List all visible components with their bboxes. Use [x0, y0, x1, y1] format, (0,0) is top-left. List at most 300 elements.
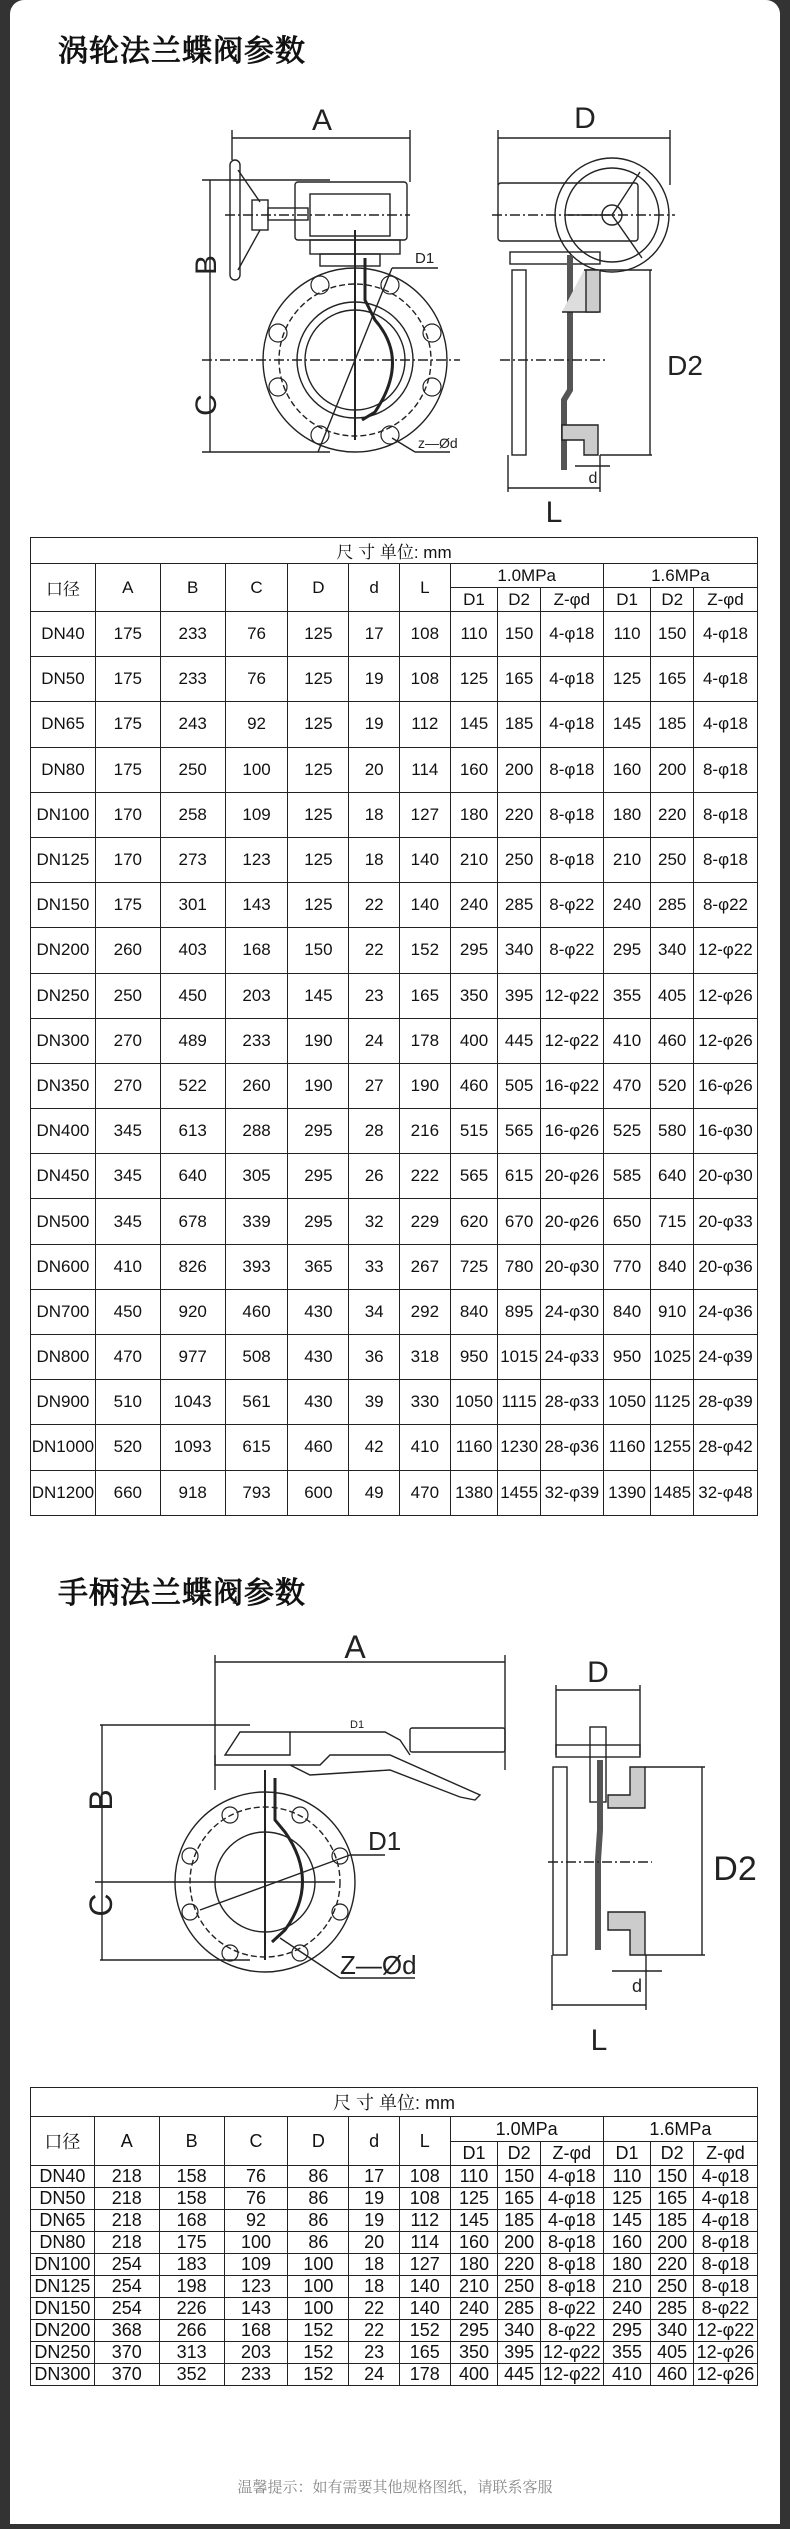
value-cell: 1455	[498, 1470, 541, 1515]
table-row	[31, 2342, 758, 2364]
value-cell: 4-φ18	[540, 657, 603, 702]
table-row	[31, 657, 758, 702]
size-cell: DN1200	[31, 1470, 96, 1515]
value-cell: 1093	[160, 1425, 225, 1470]
size-cell: DN500	[31, 1199, 96, 1244]
value-cell: 295	[288, 1154, 349, 1199]
value-cell: 125	[288, 792, 349, 837]
value-cell: 460	[651, 2364, 694, 2386]
value-cell: 270	[95, 1018, 160, 1063]
value-cell: 110	[450, 612, 498, 657]
value-cell: 12-φ22	[693, 2320, 757, 2342]
size-cell: DN250	[31, 973, 96, 1018]
value-cell: 168	[224, 2320, 288, 2342]
value-cell: 26	[349, 1154, 400, 1199]
value-cell: 12-φ22	[540, 2342, 603, 2364]
value-cell: 183	[159, 2254, 224, 2276]
value-cell: 715	[651, 1199, 694, 1244]
value-cell: 22	[349, 2298, 400, 2320]
size-cell: DN40	[31, 2166, 95, 2188]
col-header-size: 口径	[31, 564, 96, 612]
table-row	[31, 1199, 758, 1244]
value-cell: 27	[349, 1063, 400, 1108]
sub-header-Z-d: Z-φd	[540, 2142, 603, 2166]
value-cell: 114	[400, 747, 451, 792]
value-cell: 28-φ36	[540, 1425, 603, 1470]
value-cell: 8-φ18	[540, 2276, 603, 2298]
value-cell: 92	[225, 702, 288, 747]
page-sheet	[10, 0, 780, 2524]
value-cell: 1115	[498, 1380, 541, 1425]
dim-label-d: d	[631, 1976, 643, 1996]
value-cell: 140	[399, 2276, 450, 2298]
value-cell: 918	[160, 1470, 225, 1515]
value-cell: 1125	[651, 1380, 694, 1425]
value-cell: 175	[95, 747, 160, 792]
value-cell: 218	[94, 2188, 159, 2210]
value-cell: 220	[498, 2254, 541, 2276]
value-cell: 125	[288, 612, 349, 657]
dim-label-zd: Z—Ød	[340, 1950, 417, 1980]
section-title-worm-gear: 涡轮法兰蝶阀参数	[58, 34, 306, 69]
dim-label-D: D	[587, 1656, 609, 1689]
dim-label-D2: D2	[667, 350, 703, 381]
value-cell: 895	[498, 1289, 541, 1334]
value-cell: 185	[651, 2210, 694, 2232]
value-cell: 150	[651, 612, 694, 657]
table-row	[31, 2298, 758, 2320]
value-cell: 108	[399, 2166, 450, 2188]
sub-header-D1: D1	[450, 2142, 498, 2166]
value-cell: 12-φ26	[693, 2364, 757, 2386]
table-row	[31, 747, 758, 792]
value-cell: 22	[349, 928, 400, 973]
dim-label-A: A	[311, 104, 333, 137]
size-cell: DN300	[31, 2364, 95, 2386]
size-cell: DN125	[31, 837, 96, 882]
value-cell: 330	[400, 1380, 451, 1425]
value-cell: 19	[349, 657, 400, 702]
col-header-A: A	[94, 2117, 159, 2166]
handle-table-body	[31, 2166, 758, 2386]
dim-label-D1: D1	[415, 250, 435, 267]
value-cell: 365	[288, 1244, 349, 1289]
value-cell: 580	[651, 1109, 694, 1154]
value-cell: 395	[498, 2342, 541, 2364]
value-cell: 165	[498, 657, 541, 702]
value-cell: 16-φ30	[693, 1109, 757, 1154]
value-cell: 340	[498, 2320, 541, 2342]
value-cell: 12-φ22	[540, 1018, 603, 1063]
value-cell: 445	[498, 1018, 541, 1063]
value-cell: 1050	[603, 1380, 651, 1425]
value-cell: 28	[349, 1109, 400, 1154]
value-cell: 12-φ22	[540, 973, 603, 1018]
value-cell: 430	[288, 1335, 349, 1380]
value-cell: 110	[603, 2166, 651, 2188]
value-cell: 1043	[160, 1380, 225, 1425]
value-cell: 18	[349, 2254, 400, 2276]
value-cell: 8-φ18	[693, 747, 757, 792]
table-row	[31, 1425, 758, 1470]
sub-header-Z-d: Z-φd	[540, 588, 603, 612]
value-cell: 8-φ22	[693, 883, 757, 928]
value-cell: 125	[288, 837, 349, 882]
value-cell: 125	[288, 747, 349, 792]
value-cell: 49	[349, 1470, 400, 1515]
value-cell: 22	[349, 883, 400, 928]
value-cell: 170	[95, 792, 160, 837]
value-cell: 216	[400, 1109, 451, 1154]
value-cell: 470	[603, 1063, 651, 1108]
col-header-A: A	[95, 564, 160, 612]
value-cell: 32-φ39	[540, 1470, 603, 1515]
value-cell: 295	[603, 2320, 651, 2342]
table-row	[31, 2320, 758, 2342]
value-cell: 4-φ18	[540, 2210, 603, 2232]
table-row	[31, 702, 758, 747]
svg-text:B: B	[190, 254, 223, 276]
worm-gear-spec-table	[30, 537, 758, 1516]
value-cell: 180	[450, 2254, 498, 2276]
value-cell: 20-φ33	[693, 1199, 757, 1244]
value-cell: 1230	[498, 1425, 541, 1470]
value-cell: 910	[651, 1289, 694, 1334]
value-cell: 150	[651, 2166, 694, 2188]
value-cell: 4-φ18	[693, 2188, 757, 2210]
col-header-L: L	[400, 564, 451, 612]
value-cell: 250	[651, 2276, 694, 2298]
value-cell: 222	[400, 1154, 451, 1199]
value-cell: 295	[450, 2320, 498, 2342]
value-cell: 203	[225, 973, 288, 1018]
col-header-d: d	[349, 2117, 400, 2166]
value-cell: 561	[225, 1380, 288, 1425]
value-cell: 950	[603, 1335, 651, 1380]
value-cell: 295	[288, 1199, 349, 1244]
value-cell: 100	[288, 2254, 349, 2276]
value-cell: 405	[651, 2342, 694, 2364]
value-cell: 8-φ22	[540, 2320, 603, 2342]
value-cell: 150	[498, 2166, 541, 2188]
value-cell: 340	[498, 928, 541, 973]
value-cell: 460	[225, 1289, 288, 1334]
value-cell: 295	[603, 928, 651, 973]
size-cell: DN150	[31, 883, 96, 928]
table-row	[31, 973, 758, 1018]
value-cell: 145	[450, 702, 498, 747]
value-cell: 920	[160, 1289, 225, 1334]
value-cell: 185	[498, 702, 541, 747]
value-cell: 100	[288, 2276, 349, 2298]
value-cell: 19	[349, 2188, 400, 2210]
value-cell: 17	[349, 2166, 400, 2188]
value-cell: 370	[94, 2364, 159, 2386]
value-cell: 240	[450, 883, 498, 928]
value-cell: 175	[95, 657, 160, 702]
value-cell: 1255	[651, 1425, 694, 1470]
value-cell: 615	[498, 1154, 541, 1199]
value-cell: 4-φ18	[540, 2166, 603, 2188]
dim-label-A: A	[344, 1629, 366, 1665]
table-row	[31, 1244, 758, 1289]
value-cell: 620	[450, 1199, 498, 1244]
value-cell: 285	[651, 2298, 694, 2320]
value-cell: 240	[603, 2298, 651, 2320]
value-cell: 4-φ18	[693, 2166, 757, 2188]
sub-header-D2: D2	[498, 588, 541, 612]
value-cell: 19	[349, 702, 400, 747]
value-cell: 258	[160, 792, 225, 837]
value-cell: 39	[349, 1380, 400, 1425]
value-cell: 4-φ18	[540, 2188, 603, 2210]
dim-label-D2: D2	[713, 1850, 757, 1888]
group-header-1.0mpa: 1.0MPa	[450, 564, 603, 588]
worm-gear-valve-front-view-drawing	[170, 90, 480, 510]
value-cell: 226	[159, 2298, 224, 2320]
value-cell: 640	[160, 1154, 225, 1199]
value-cell: 218	[94, 2210, 159, 2232]
value-cell: 110	[603, 612, 651, 657]
value-cell: 180	[450, 792, 498, 837]
value-cell: 36	[349, 1335, 400, 1380]
value-cell: 8-φ18	[693, 2276, 757, 2298]
value-cell: 108	[399, 2188, 450, 2210]
value-cell: 355	[603, 973, 651, 1018]
value-cell: 250	[651, 837, 694, 882]
value-cell: 840	[651, 1244, 694, 1289]
size-cell: DN350	[31, 1063, 96, 1108]
value-cell: 8-φ18	[693, 2232, 757, 2254]
svg-text:C: C	[83, 1893, 119, 1917]
value-cell: 352	[159, 2364, 224, 2386]
value-cell: 660	[95, 1470, 160, 1515]
value-cell: 143	[225, 883, 288, 928]
value-cell: 260	[225, 1063, 288, 1108]
value-cell: 8-φ18	[540, 837, 603, 882]
value-cell: 8-φ22	[540, 883, 603, 928]
table-row	[31, 1335, 758, 1380]
value-cell: 100	[288, 2298, 349, 2320]
value-cell: 565	[450, 1154, 498, 1199]
value-cell: 175	[95, 702, 160, 747]
value-cell: 160	[603, 747, 651, 792]
value-cell: 165	[651, 2188, 694, 2210]
value-cell: 510	[95, 1380, 160, 1425]
value-cell: 185	[498, 2210, 541, 2232]
value-cell: 233	[160, 657, 225, 702]
svg-text:D1: D1	[350, 1719, 365, 1731]
value-cell: 24-φ39	[693, 1335, 757, 1380]
svg-text:C: C	[190, 394, 223, 416]
value-cell: 200	[651, 747, 694, 792]
value-cell: 112	[399, 2210, 450, 2232]
value-cell: 112	[400, 702, 451, 747]
worm-gear-table-body	[31, 612, 758, 1516]
value-cell: 233	[160, 612, 225, 657]
table-row	[31, 1470, 758, 1515]
value-cell: 345	[95, 1199, 160, 1244]
value-cell: 267	[400, 1244, 451, 1289]
value-cell: 33	[349, 1244, 400, 1289]
value-cell: 24	[349, 1018, 400, 1063]
value-cell: 24-φ30	[540, 1289, 603, 1334]
value-cell: 345	[95, 1109, 160, 1154]
value-cell: 508	[225, 1335, 288, 1380]
value-cell: 405	[651, 973, 694, 1018]
value-cell: 24-φ33	[540, 1335, 603, 1380]
section-title-handle: 手柄法兰蝶阀参数	[58, 1576, 306, 1611]
value-cell: 520	[651, 1063, 694, 1108]
value-cell: 1050	[450, 1380, 498, 1425]
value-cell: 160	[603, 2232, 651, 2254]
table-row	[31, 1289, 758, 1334]
value-cell: 313	[159, 2342, 224, 2364]
value-cell: 8-φ18	[540, 2232, 603, 2254]
group-header-1.6mpa: 1.6MPa	[603, 564, 757, 588]
value-cell: 109	[224, 2254, 288, 2276]
value-cell: 285	[498, 2298, 541, 2320]
value-cell: 140	[400, 837, 451, 882]
table-row	[31, 1018, 758, 1063]
group-header-1.6mpa: 1.6MPa	[603, 2117, 757, 2142]
value-cell: 175	[159, 2232, 224, 2254]
value-cell: 430	[288, 1289, 349, 1334]
size-cell: DN100	[31, 792, 96, 837]
table-row	[31, 1380, 758, 1425]
col-header-B: B	[159, 2117, 224, 2166]
handle-valve-side-view-drawing	[520, 1630, 780, 2060]
value-cell: 670	[498, 1199, 541, 1244]
value-cell: 127	[400, 792, 451, 837]
value-cell: 198	[159, 2276, 224, 2298]
value-cell: 505	[498, 1063, 541, 1108]
value-cell: 301	[160, 883, 225, 928]
value-cell: 220	[498, 792, 541, 837]
svg-text:B: B	[83, 1789, 119, 1811]
value-cell: 4-φ18	[693, 612, 757, 657]
value-cell: 470	[400, 1470, 451, 1515]
value-cell: 400	[450, 2364, 498, 2386]
value-cell: 24	[349, 2364, 400, 2386]
value-cell: 250	[498, 837, 541, 882]
value-cell: 16-φ22	[540, 1063, 603, 1108]
value-cell: 220	[651, 792, 694, 837]
value-cell: 145	[603, 702, 651, 747]
value-cell: 340	[651, 928, 694, 973]
value-cell: 180	[603, 792, 651, 837]
dim-label-D1: D1	[368, 1826, 402, 1856]
table-row	[31, 837, 758, 882]
value-cell: 180	[603, 2254, 651, 2276]
size-cell: DN700	[31, 1289, 96, 1334]
size-cell: DN450	[31, 1154, 96, 1199]
size-cell: DN1000	[31, 1425, 96, 1470]
value-cell: 355	[603, 2342, 651, 2364]
value-cell: 140	[399, 2298, 450, 2320]
value-cell: 23	[349, 2342, 400, 2364]
dim-label-D: D	[574, 102, 596, 135]
size-cell: DN125	[31, 2276, 95, 2298]
value-cell: 218	[94, 2232, 159, 2254]
value-cell: 430	[288, 1380, 349, 1425]
col-header-C: C	[225, 564, 288, 612]
value-cell: 250	[160, 747, 225, 792]
value-cell: 770	[603, 1244, 651, 1289]
sub-header-D1: D1	[603, 2142, 651, 2166]
value-cell: 285	[651, 883, 694, 928]
value-cell: 520	[95, 1425, 160, 1470]
value-cell: 1025	[651, 1335, 694, 1380]
value-cell: 125	[603, 657, 651, 702]
value-cell: 200	[498, 2232, 541, 2254]
value-cell: 8-φ18	[540, 747, 603, 792]
value-cell: 185	[651, 702, 694, 747]
table-row	[31, 2276, 758, 2298]
table-header-row	[31, 564, 758, 588]
value-cell: 18	[349, 2276, 400, 2298]
table-caption-row	[31, 538, 758, 564]
value-cell: 489	[160, 1018, 225, 1063]
value-cell: 123	[225, 837, 288, 882]
value-cell: 125	[603, 2188, 651, 2210]
value-cell: 100	[224, 2232, 288, 2254]
table-caption-row	[31, 2088, 758, 2117]
value-cell: 18	[349, 792, 400, 837]
value-cell: 168	[225, 928, 288, 973]
table-row	[31, 2166, 758, 2188]
col-header-B: B	[160, 564, 225, 612]
value-cell: 410	[95, 1244, 160, 1289]
size-cell: DN100	[31, 2254, 95, 2276]
value-cell: 175	[95, 883, 160, 928]
value-cell: 340	[651, 2320, 694, 2342]
value-cell: 165	[651, 657, 694, 702]
sub-header-Z-d: Z-φd	[693, 2142, 757, 2166]
value-cell: 650	[603, 1199, 651, 1244]
value-cell: 393	[225, 1244, 288, 1289]
value-cell: 152	[399, 2320, 450, 2342]
value-cell: 32-φ48	[693, 1470, 757, 1515]
value-cell: 190	[288, 1063, 349, 1108]
size-cell: DN40	[31, 612, 96, 657]
value-cell: 1380	[450, 1470, 498, 1515]
value-cell: 76	[224, 2188, 288, 2210]
value-cell: 270	[95, 1063, 160, 1108]
value-cell: 110	[450, 2166, 498, 2188]
size-cell: DN80	[31, 2232, 95, 2254]
col-header-d: d	[349, 564, 400, 612]
value-cell: 250	[498, 2276, 541, 2298]
value-cell: 170	[95, 837, 160, 882]
size-cell: DN200	[31, 2320, 95, 2342]
table-row	[31, 2188, 758, 2210]
value-cell: 840	[450, 1289, 498, 1334]
value-cell: 318	[400, 1335, 451, 1380]
value-cell: 445	[498, 2364, 541, 2386]
value-cell: 450	[160, 973, 225, 1018]
value-cell: 254	[94, 2298, 159, 2320]
value-cell: 395	[498, 973, 541, 1018]
value-cell: 145	[603, 2210, 651, 2232]
value-cell: 20-φ36	[693, 1244, 757, 1289]
value-cell: 42	[349, 1425, 400, 1470]
value-cell: 20	[349, 747, 400, 792]
value-cell: 233	[224, 2364, 288, 2386]
table-caption: 尺 寸 单位: mm	[31, 2088, 758, 2117]
value-cell: 86	[288, 2210, 349, 2232]
value-cell: 210	[603, 2276, 651, 2298]
